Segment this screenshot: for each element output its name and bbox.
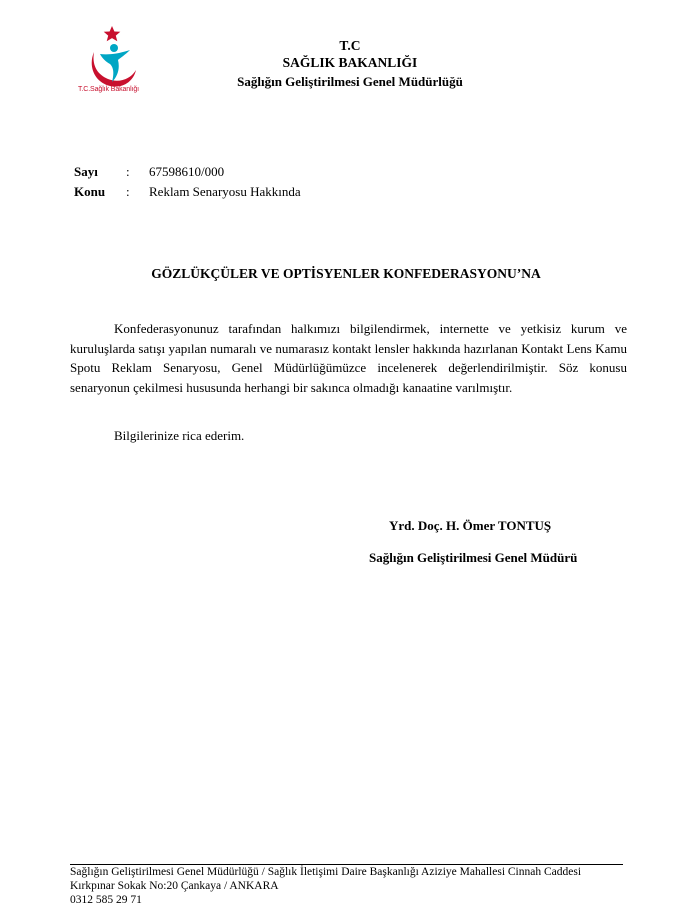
human-figure-icon: [100, 44, 130, 82]
footer-divider: [70, 864, 623, 865]
logo-caption: T.C.Sağlık Bakanlığı: [78, 86, 140, 93]
body-paragraph: Konfederasyonunuz tarafından halkımızı bilgilendirmek, internette ve yetkisiz kurum ve kuruluşlarda satışı yapılan numaralı ve numarasız kontakt lensler hakkında hazırlanan Kontakt Lens Kamu Spotu Reklam Senaryosu, Genel Müdürlüğümüzce incelenerek değerlendirilmiştir. Söz konusu senaryonun çekilmesi hususunda herhangi bir sakınca olmadığı kanaatine varılmıştır.: [70, 321, 627, 395]
signatory-title: Sağlığın Geliştirilmesi Genel Müdürü: [369, 550, 578, 565]
header-country: T.C: [339, 38, 361, 53]
konu-value: Reklam Senaryosu Hakkında: [149, 184, 301, 199]
letter-body: [70, 319, 627, 397]
signatory-name: Yrd. Doç. H. Ömer TONTUŞ: [389, 518, 552, 533]
footer-address-line2: Kırkpınar Sokak No:20 Çankaya / ANKARA: [70, 880, 279, 892]
sayi-value: 67598610/000: [149, 164, 225, 179]
header-directorate: Sağlığın Geliştirilmesi Genel Müdürlüğü: [237, 74, 463, 89]
header-ministry: SAĞLIK BAKANLIĞI: [282, 55, 418, 70]
addressee: GÖZLÜKÇÜLER VE OPTİSYENLER KONFEDERASYONU’NA: [151, 266, 541, 281]
footer-phone: 0312 585 29 71: [70, 894, 142, 906]
footer-address-line1: Sağlığın Geliştirilmesi Genel Müdürlüğü / Sağlık İletişimi Daire Başkanlığı Aziziye Mahallesi Cinnah Caddesi: [70, 866, 582, 878]
sayi-label: Sayı: [74, 164, 98, 179]
star-icon: [104, 26, 121, 41]
konu-label: Konu: [74, 184, 106, 199]
konu-colon: :: [126, 184, 130, 199]
closing-line: Bilgilerinize rica ederim.: [114, 428, 245, 443]
sayi-colon: :: [126, 164, 130, 179]
